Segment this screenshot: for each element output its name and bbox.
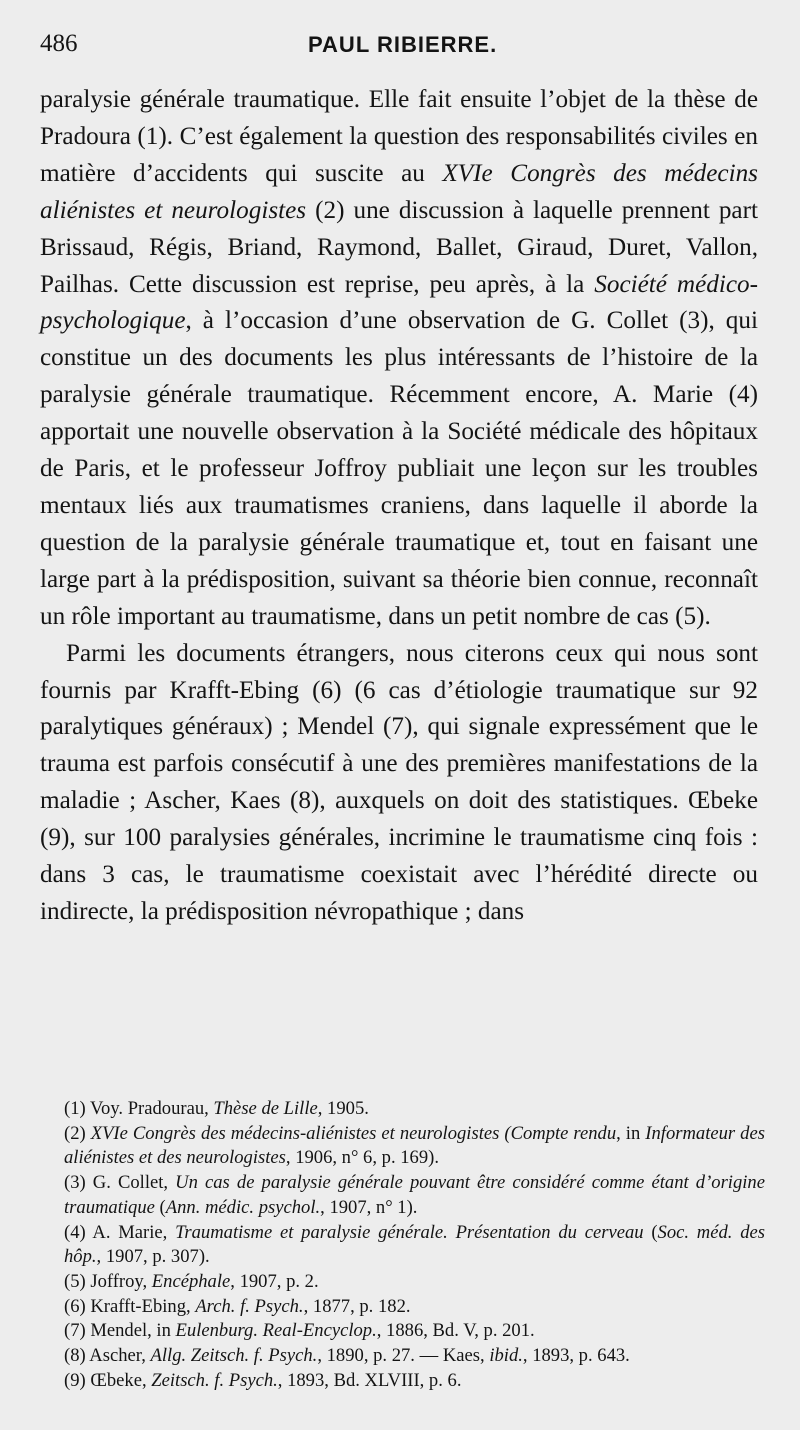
- footnote-2: (2) XVIe Congrès des médecins-aliénistes et neurologistes (Compte rendu, in Informateur des aliénistes et des neurologistes, 1906, n° 6, p. 169).: [64, 1122, 765, 1169]
- page-number: 486: [40, 30, 78, 57]
- footnote-4: (4) A. Marie, Traumatisme et paralysie générale. Présentation du cerveau (Soc. méd. des hôp., 1907, p. 307).: [64, 1221, 765, 1268]
- congress-title: XVIe Congrès des médecins aliénistes et neurologistes: [40, 159, 758, 224]
- paragraph-1: paralysie générale traumatique. Elle fait ensuite l’objet de la thèse de Pradoura (1). C’est également la question des responsabilités civiles en matière d’accidents qui suscite au XVIe Congrès des médecins aliénistes et neurologistes (2) une discussion à laquelle prennent part Brissaud, Régis, Briand, Raymond, Ballet, Giraud, Duret, Vallon, Pailhas. Cette discussion est reprise, peu après, à la Société médico-psychologique, à l’occasion d’une observation de G. Collet (3), qui constitue un des documents les plus intéressants de l’histoire de la paralysie générale traumatique. Récemment encore, A. Marie (4) apportait une nouvelle observation à la Société médicale des hôpitaux de Paris, et le professeur Joffroy publiait une leçon sur les troubles mentaux liés aux traumatismes craniens, dans laquelle il aborde la question de la paralysie générale traumatique et, tout en faisant une large part à la prédisposition, suivant sa théorie bien connue, reconnaît un rôle important au traumatisme, dans un petit nombre de cas (5).: [40, 86, 758, 630]
- footnote-3: (3) G. Collet, Un cas de paralysie générale pouvant être considéré comme étant d’origine traumatique (Ann. médic. psychol., 1907, n° 1).: [64, 1172, 765, 1218]
- running-head: PAUL RIBIERRE.: [308, 32, 498, 57]
- footnote-5: (5) Joffroy, Encéphale, 1907, p. 2.: [64, 1270, 319, 1292]
- paragraph-2: Parmi les documents étrangers, nous citerons ceux qui nous sont fournis par Krafft-Ebing (6) (6 cas d’étiologie traumatique sur 92 paralytiques généraux) ; Mendel (7), qui signale expressément que le trauma est parfois consécutif à une des premières manifestations de la maladie ; Ascher, Kaes (8), auxquels on doit des statistiques. Œbeke (9), sur 100 paralysies générales, incrimine le traumatisme cinq fois : dans 3 cas, le traumatisme coexistait avec l’hérédité directe ou indirecte, la prédisposition névropathique ; dans: [40, 639, 758, 925]
- body-text: [40, 82, 758, 931]
- footnote-6: (6) Krafft-Ebing, Arch. f. Psych., 1877, p. 182.: [64, 1295, 411, 1317]
- footnote-1: (1) Voy. Pradourau, Thèse de Lille, 1905.: [64, 1098, 369, 1119]
- footnote-7: (7) Mendel, in Eulenburg. Real-Encyclop., 1886, Bd. V, p. 201.: [64, 1320, 535, 1342]
- footnote-9: (9) Œbeke, Zeitsch. f. Psych., 1893, Bd. XLVIII, p. 6.: [64, 1369, 462, 1391]
- footnote-8: (8) Ascher, Allg. Zeitsch. f. Psych., 1890, p. 27. — Kaes, ibid., 1893, p. 643.: [64, 1345, 630, 1367]
- society-name: Société médico-psychologique: [40, 270, 758, 335]
- page-header: [40, 30, 770, 70]
- footnotes: [40, 1097, 765, 1393]
